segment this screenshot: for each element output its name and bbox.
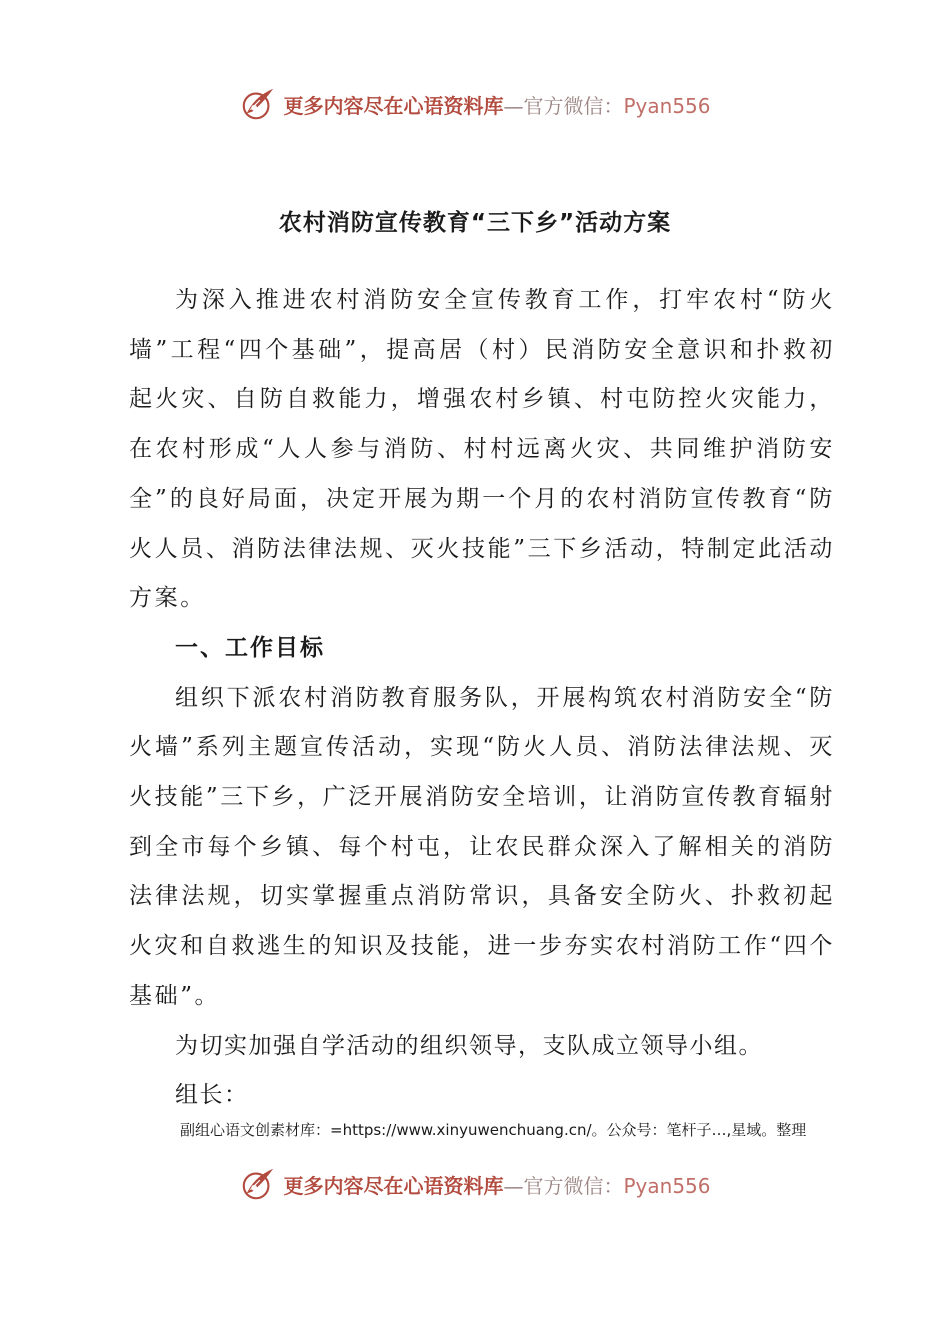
banner-side-text: 官方微信：: [523, 1173, 624, 1198]
footer-banner: [0, 1162, 950, 1206]
section-heading-work-goal: 一、工作目标: [175, 634, 325, 661]
banner-dash: —: [503, 1173, 524, 1198]
work-goal-paragraph: 组织下派农村消防教育服务队，开展构筑农村消防安全“防火墙”系列主题宣传活动，实现“防火人员、消防法律法规、灭火技能”三下乡，广泛开展消防安全培训，让消防宣传教育辐射到全市每个乡镇、每个村屯，让农民群众深入了解相关的消防法律法规，切实掌握重点消防常识，具备安全防火、扑救初起火灾和自救逃生的知识及技能，进一步夯实农村消防工作“四个基础”。: [129, 684, 835, 1009]
footer-note: 副组心语文创素材库：=https://www.xinyuwenchuang.cn/。公众号：笔杆子…,星域。整理: [180, 1121, 807, 1139]
banner-side-text: 官方微信：: [523, 93, 624, 118]
document-title: 农村消防宣传教育“三下乡”活动方案: [278, 210, 672, 236]
banner-main-text: 更多内容尽在心语资料库: [283, 1173, 504, 1198]
banner-main-text: 更多内容尽在心语资料库: [283, 93, 504, 118]
intro-paragraph: 为深入推进农村消防安全宣传教育工作，打牢农村“防火墙”工程“四个基础”，提高居（村）民消防安全意识和扑救初起火灾、自防自救能力，增强农村乡镇、村屯防控火灾能力，在农村形成“人人参与消防、村村远离火灾、共同维护消防安全”的良好局面，决定开展为期一个月的农村消防宣传教育“防火人员、消防法律法规、灭火技能”三下乡活动，特制定此活动方案。: [129, 287, 835, 612]
header-banner: [0, 82, 950, 126]
leadership-paragraph: 为切实加强自学活动的组织领导，支队成立领导小组。: [175, 1032, 763, 1059]
banner-dash: —: [503, 93, 524, 118]
document-body: [129, 276, 835, 1121]
quill-pen-icon: [239, 85, 277, 123]
banner-wechat-id: Pyan556: [623, 1173, 711, 1198]
banner-wechat-id: Pyan556: [623, 93, 711, 118]
quill-pen-icon: [239, 1165, 277, 1203]
leader-label: 组长：: [175, 1082, 249, 1109]
